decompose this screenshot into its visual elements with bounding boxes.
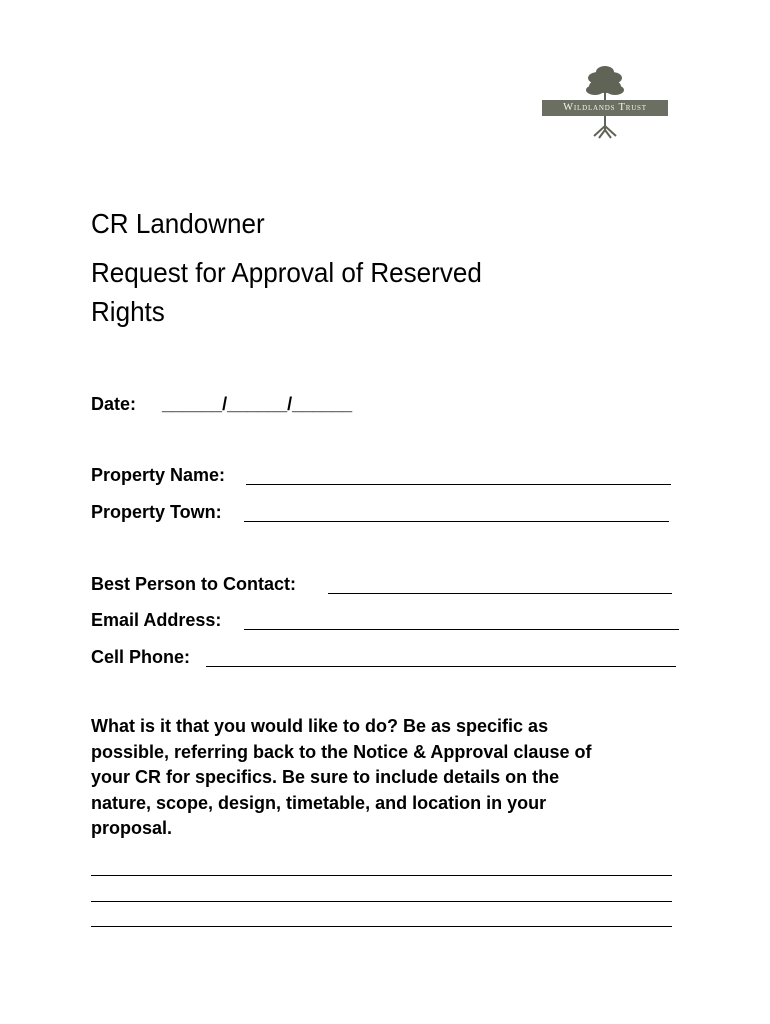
question-line-2: possible, referring back to the Notice & Approval clause of bbox=[91, 742, 592, 762]
best-person-field[interactable] bbox=[328, 593, 672, 594]
question-line-4: nature, scope, design, timetable, and location in your bbox=[91, 793, 547, 813]
date-blank[interactable]: ______/______/______ bbox=[162, 394, 353, 414]
email-field[interactable] bbox=[244, 629, 679, 630]
email-label: Email Address: bbox=[91, 610, 222, 630]
property-name-label: Property Name: bbox=[91, 465, 226, 485]
answer-line[interactable] bbox=[91, 926, 672, 927]
property-town-label: Property Town: bbox=[91, 502, 222, 522]
logo-text: Wildlands Trust bbox=[542, 100, 668, 116]
question-line-5: proposal. bbox=[91, 818, 173, 838]
property-town-field[interactable] bbox=[244, 521, 669, 522]
title-line-2: Request for Approval of Reserved bbox=[91, 257, 482, 288]
answer-line[interactable] bbox=[91, 901, 672, 902]
title-line-1: CR Landowner bbox=[91, 208, 265, 239]
property-name-field[interactable] bbox=[246, 484, 671, 485]
question-line-1: What is it that you would like to do? Be as specific as bbox=[91, 716, 549, 736]
date-label: Date: bbox=[91, 394, 137, 414]
answer-line[interactable] bbox=[91, 875, 672, 876]
question-line-3: your CR for specifics. Be sure to include details on the bbox=[91, 767, 560, 787]
best-person-label: Best Person to Contact: bbox=[91, 574, 297, 594]
title-line-3: Rights bbox=[91, 296, 165, 327]
cell-phone-label: Cell Phone: bbox=[91, 647, 191, 667]
wildlands-trust-logo bbox=[540, 64, 670, 140]
cell-phone-field[interactable] bbox=[206, 666, 676, 667]
